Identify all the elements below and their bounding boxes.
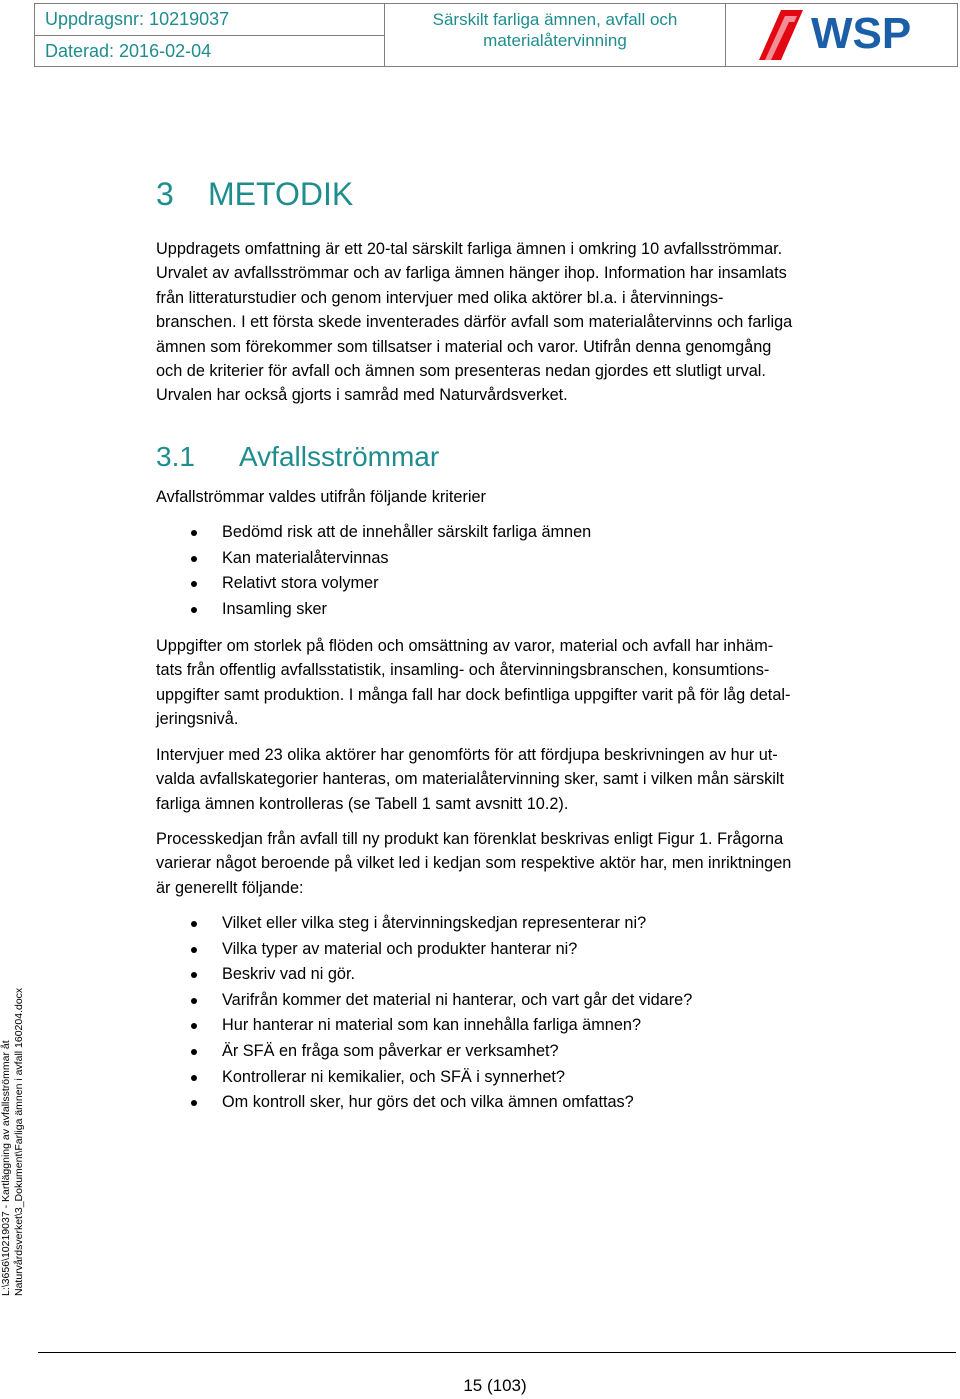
list-item-text: Vilka typer av material och produkter hanterar ni? (222, 939, 578, 958)
list-item (156, 988, 886, 1014)
text-line: tats från offentlig avfallsstatistik, insamling- och återvinningsbranschen, konsumtions- (156, 661, 770, 680)
list-item (156, 937, 886, 963)
title-line: materialåtervinning (483, 31, 627, 50)
list-item-text: Varifrån kommer det material ni hanterar, och vart går det vidare? (222, 990, 693, 1009)
page-number: 15 (103) (463, 1376, 527, 1395)
order-number: Uppdragsnr: 10219037 (45, 9, 230, 29)
bullet-icon (191, 556, 197, 562)
questions-list (156, 911, 886, 1116)
list-item (156, 597, 886, 623)
text-line: farliga ämnen kontrolleras (se Tabell 1 samt avsnitt 10.2). (156, 794, 569, 813)
bullet-icon (191, 998, 197, 1004)
subsection-heading (156, 441, 439, 473)
text-line: valda avfallskategorier hanteras, om materialåtervinning sker, samt i vilken mån särskilt (156, 770, 784, 789)
text-line: Processkedjan från avfall till ny produkt kan förenklat beskrivas enligt Figur 1. Frågorna (156, 830, 784, 848)
file-path-line: Naturvårdsverket\3_Dokument\Farliga ämnen i avfall 160204.docx (13, 987, 25, 1296)
list-item (156, 520, 886, 546)
text-line: Urvalet av avfallsströmmar och av farliga ämnen hänger ihop. Information har insamlats (156, 264, 787, 283)
bullet-icon (191, 1049, 197, 1055)
file-path (0, 988, 26, 1296)
file-path-line: L:\3656\10219037 - Kartläggning av avfallsströmmar åt (0, 1040, 12, 1296)
bullet-icon (191, 1075, 197, 1081)
text-line: är generellt följande: (156, 878, 304, 897)
document-date: Daterad: 2016-02-04 (45, 41, 212, 61)
bullet-icon (191, 530, 197, 536)
bullet-icon (191, 1100, 197, 1106)
list-item (156, 1013, 886, 1039)
text-line: ämnen som förekommer som tillsatser i material och varor. Utifrån denna genomgång (156, 337, 772, 356)
text-line: från litteraturstudier och genom intervjuer med olika aktörer bl.a. i återvinnings- (156, 288, 724, 307)
data-sources-paragraph (156, 634, 886, 732)
section-heading (156, 176, 353, 213)
bullet-icon (191, 921, 197, 927)
subsection-title: Avfallsströmmar (239, 441, 440, 472)
text-line: branschen. I ett första skede inventerades därför avfall som materialåtervinns och farliga (156, 313, 793, 332)
list-item-text: Insamling sker (222, 599, 327, 618)
bullet-icon (191, 947, 197, 953)
list-item (156, 1039, 886, 1065)
section-title: METODIK (208, 176, 354, 212)
text-line: uppgifter samt produktion. I många fall har dock befintliga uppgifter varit på för låg detal- (156, 685, 791, 704)
list-item (156, 1065, 886, 1091)
text-line: och de kriterier för avfall och ämnen som presenteras nedan gjordes ett slutligt urval. (156, 362, 766, 381)
criteria-intro (156, 485, 886, 509)
list-item-text: Relativt stora volymer (222, 574, 379, 593)
subsection-number: 3.1 (156, 441, 195, 472)
text-line: Intervjuer med 23 olika aktörer har genomförts för att fördjupa beskrivningen av hur ut- (156, 746, 778, 764)
text-line: jeringsnivå. (156, 710, 239, 729)
bullet-icon (191, 1023, 197, 1029)
list-item (156, 546, 886, 572)
bullet-icon (191, 972, 197, 978)
title-line: Särskilt farliga ämnen, avfall och (432, 10, 678, 29)
text-line: varierar något beroende på vilket led i kedjan som respektive aktör har, men inriktningen (156, 854, 792, 873)
list-item-text: Vilket eller vilka steg i återvinningskedjan representerar ni? (222, 914, 647, 932)
text-line: Urvalen har också gjorts i samråd med Naturvårdsverket. (156, 386, 568, 405)
header-divider (35, 35, 384, 36)
footer-divider (38, 1352, 956, 1353)
list-item (156, 571, 886, 597)
document-header (34, 3, 958, 67)
svg-text:WSP: WSP (811, 9, 912, 58)
text-line: Uppdragets omfattning är ett 20-tal särskilt farliga ämnen i omkring 10 avfallsströmmar. (156, 240, 783, 258)
list-item (156, 962, 886, 988)
interviews-paragraph (156, 743, 886, 816)
list-item-text: Är SFÄ en fråga som påverkar er verksamhet? (222, 1041, 559, 1060)
header-divider (725, 4, 726, 66)
list-item-text: Om kontroll sker, hur görs det och vilka ämnen omfattas? (222, 1093, 634, 1112)
criteria-list (156, 520, 886, 622)
list-item-text: Kan materialåtervinnas (222, 548, 389, 567)
text-line: Avfallströmmar valdes utifrån följande kriterier (156, 488, 486, 506)
text-line: Uppgifter om storlek på flöden och omsättning av varor, material och avfall har inhäm- (156, 637, 774, 655)
list-item (156, 911, 886, 937)
list-item-text: Beskriv vad ni gör. (222, 965, 356, 984)
section-number: 3 (156, 176, 174, 212)
list-item-text: Hur hanterar ni material som kan innehålla farliga ämnen? (222, 1016, 642, 1035)
bullet-icon (191, 607, 197, 613)
process-chain-paragraph (156, 827, 886, 900)
intro-paragraph (156, 237, 886, 408)
bullet-icon (191, 581, 197, 587)
list-item (156, 1090, 886, 1116)
list-item-text: Bedömd risk att de innehåller särskilt farliga ämnen (222, 523, 592, 541)
list-item-text: Kontrollerar ni kemikalier, och SFÄ i synnerhet? (222, 1067, 565, 1086)
document-title (385, 9, 725, 51)
wsp-logo (751, 6, 951, 64)
